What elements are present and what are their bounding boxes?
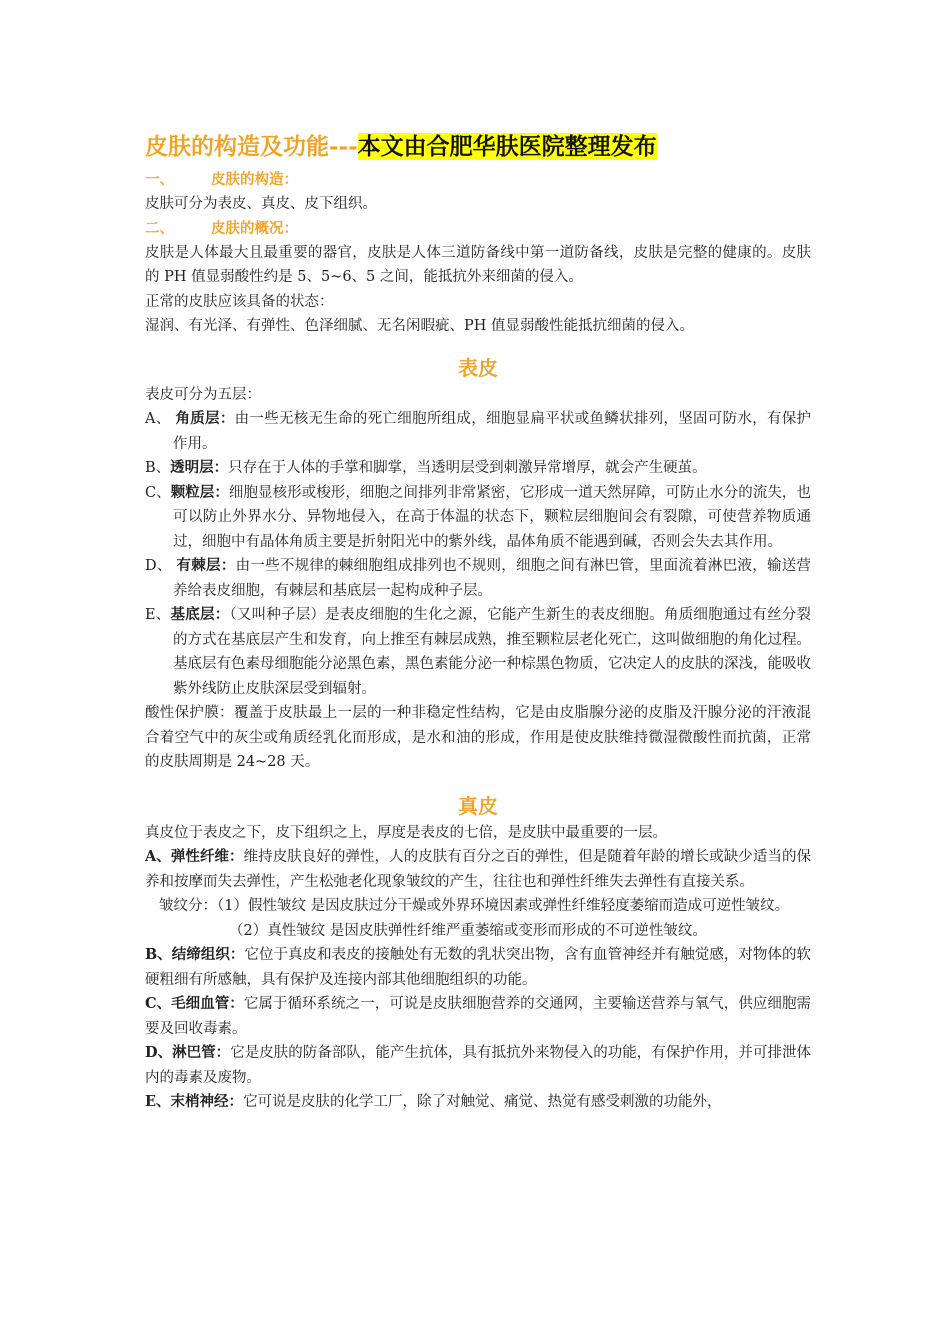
epidermis-layer-b <box>145 456 811 481</box>
epidermis-layer-c <box>145 481 811 555</box>
item-text: 维持皮肤良好的弹性，人的皮肤有百分之百的弹性，但是随着年龄的增长或缺少适当的保养和按摩而失去弹性，产生松弛老化现象皱纹的产生，往往也和弹性纤维失去弹性有直接关系。 <box>145 849 812 890</box>
wrinkle-type-1: 皱纹分：（1）假性皱纹 是因皮肤过分干燥或外界环境因素或弹性纤维轻度萎缩而造成可逆性皱纹。 <box>159 898 790 914</box>
item-text: 细胞显核形或梭形，细胞之间排列非常紧密，它形成一道天然屏障，可防止水分的流失，也可以防止外界水分、异物地侵入，在高于体温的状态下，颗粒层细胞间会有裂隙，可使营养物质通过，细胞中有晶体角质主要是折射阳光中的紫外线，晶体角质不能遇到碱，否则会失去其作用。 <box>173 484 811 550</box>
item-prefix: B、 <box>145 460 171 476</box>
title-part-2-highlighted: 本文由合肥华肤医院整理发布 <box>357 133 657 160</box>
dermis-item-a <box>145 845 811 894</box>
heading-structure <box>145 168 811 192</box>
overview-text: 皮肤是人体最大且最重要的器官，皮肤是人体三道防备线中第一道防备线，皮肤是完整的健康的。皮肤的 PH 值显弱酸性约是 5、5~6、5 之间，能抵抗外来细菌的侵入。 <box>145 244 811 285</box>
item-text: 它位于真皮和表皮的接触处有无数的乳状突出物，含有血管神经并有触觉感，对物体的软硬粗细有所感触，具有保护及连接内部其他细胞组织的功能。 <box>145 947 811 988</box>
wrinkle-type-2: （2）真性皱纹 是因皮肤弹性纤维严重萎缩或变形而形成的不可逆性皱纹。 <box>229 922 707 939</box>
epidermis-layer-d <box>145 554 811 603</box>
structure-text: 皮肤可分为表皮、真皮、皮下组织。 <box>145 196 377 212</box>
epidermis-intro: 表皮可分为五层： <box>145 386 261 403</box>
dermis-intro: 真皮位于表皮之下，皮下组织之上，厚度是表皮的七倍，是皮肤中最重要的一层。 <box>145 824 667 841</box>
epidermis-heading: 表皮 <box>458 355 498 380</box>
item-term: D、淋巴管： <box>145 1044 231 1061</box>
item-text: 由一些不规律的棘细胞组成排列也不规则，细胞之间有淋巴管，里面流着淋巴液，输送营养给表皮细胞，有棘层和基底层一起构成种子层。 <box>173 558 811 599</box>
heading-number: 一、 <box>145 171 174 188</box>
item-prefix: A、 <box>145 411 176 427</box>
item-text: 它是皮肤的防备部队，能产生抗体，具有抵抗外来物侵入的功能，有保护作用，并可排泄体内的毒素及废物。 <box>145 1045 811 1086</box>
heading-label: 皮肤的概况： <box>211 219 298 237</box>
item-term: 颗粒层： <box>170 483 229 501</box>
dermis-item-d <box>145 1041 811 1090</box>
acid-mantle-text: 酸性保护膜：覆盖于皮肤最上一层的一种非稳定性结构，它是由皮脂腺分泌的皮脂及汗腺分泌的汗液混合着空气中的灰尘或角质经乳化而形成，是水和油的形成，作用是使皮肤维持微湿微酸性而抗菌，正常的皮肤周期是 24~28 天。 <box>145 705 811 770</box>
dermis-item-c <box>145 992 811 1041</box>
item-text: （又叫种子层）是表皮细胞的生化之源，它能产生新生的表皮细胞。角质细胞通过有丝分裂的方式在基底层产生和发育，向上推至有棘层成熟，推至颗粒层老化死亡，这叫做细胞的角化过程。基底层有色素母细胞能分泌黑色素，黑色素能分泌一种棕黑色物质，它决定人的皮肤的深浅，能吸收紫外线防止皮肤深层受到辐射。 <box>173 607 812 697</box>
item-term: A、弹性纤维： <box>145 848 244 865</box>
normal-state-label: 正常的皮肤应该具备的状态： <box>145 293 334 310</box>
item-term: 透明层： <box>170 459 229 476</box>
item-term: 基底层： <box>170 606 230 623</box>
item-text: 由一些无核无生命的死亡细胞所组成，细胞显扁平状或鱼鳞状排列，坚固可防水，有保护作用。 <box>173 411 812 452</box>
item-prefix: E、 <box>145 607 171 623</box>
item-term: B、结缔组织： <box>145 946 245 963</box>
item-text: 它属于循环系统之一，可说是皮肤细胞营养的交通网，主要输送营养与氧气，供应细胞需要及回收毒素。 <box>145 996 811 1037</box>
document-body <box>145 130 811 1115</box>
page-title <box>145 130 811 164</box>
epidermis-layer-e <box>145 603 811 701</box>
item-term: 有棘层： <box>176 557 236 574</box>
dermis-item-e <box>145 1090 811 1115</box>
dermis-item-b <box>145 943 811 992</box>
item-term: E、末梢神经： <box>145 1093 244 1110</box>
item-term: C、毛细血管： <box>145 995 244 1012</box>
dermis-heading: 真皮 <box>458 793 498 818</box>
item-prefix: D、 <box>145 558 177 574</box>
epidermis-layer-a <box>145 407 811 456</box>
heading-label: 皮肤的构造： <box>211 171 298 188</box>
item-text: 只存在于人体的手掌和脚掌，当透明层受到刺激异常增厚，就会产生硬茧。 <box>228 460 707 476</box>
item-prefix: C、 <box>145 484 171 501</box>
heading-number: 二、 <box>145 219 174 237</box>
heading-overview <box>145 217 811 241</box>
title-part-1: 皮肤的构造及功能--- <box>145 133 358 160</box>
item-text: 它可说是皮肤的化学工厂，除了对触觉、痛觉、热觉有感受刺激的功能外， <box>243 1094 722 1110</box>
normal-state-text: 湿润、有光泽、有弹性、色泽细腻、无名闲暇疵、PH 值显弱酸性能抵抗细菌的侵入。 <box>145 318 695 334</box>
item-term: 角质层： <box>175 410 235 427</box>
